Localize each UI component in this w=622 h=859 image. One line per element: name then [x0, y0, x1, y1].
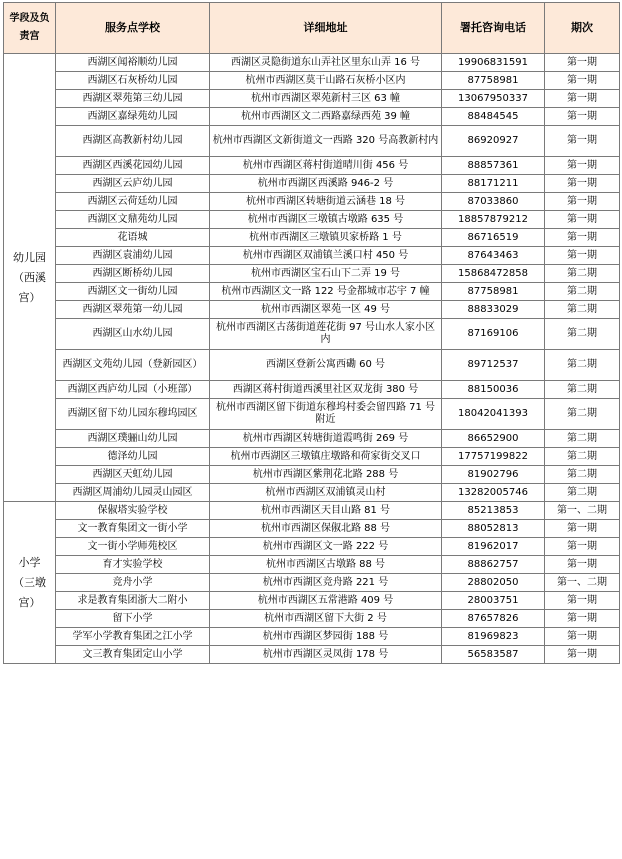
school-cell: 西湖区留下幼儿园东穆坞园区: [56, 399, 210, 430]
phone-cell: 18042041393: [442, 399, 545, 430]
table-row: [4, 90, 620, 108]
table-row: [4, 229, 620, 247]
period-cell: 第一期: [545, 193, 620, 211]
period-cell: 第一期: [545, 157, 620, 175]
table-row: [4, 350, 620, 381]
period-cell: 第二期: [545, 350, 620, 381]
period-cell: 第一期: [545, 54, 620, 72]
school-cell: 西湖区闻裕顺幼儿园: [56, 54, 210, 72]
school-cell: 保俶塔实验学校: [56, 502, 210, 520]
period-cell: 第二期: [545, 381, 620, 399]
period-cell: 第一期: [545, 247, 620, 265]
school-cell: 西湖区文鼎苑幼儿园: [56, 211, 210, 229]
address-cell: 杭州市西湖区文二西路嘉绿西苑 39 幢: [210, 108, 442, 126]
period-cell: 第一期: [545, 229, 620, 247]
school-cell: 西湖区西庐幼儿园（小班部）: [56, 381, 210, 399]
phone-cell: 88862757: [442, 556, 545, 574]
header-school: 服务点学校: [56, 3, 210, 54]
school-cell: 西湖区嘉绿苑幼儿园: [56, 108, 210, 126]
period-cell: 第一期: [545, 646, 620, 664]
address-cell: 杭州市西湖区古荡街道莲花街 97 号山水人家小区内: [210, 319, 442, 350]
phone-cell: 89712537: [442, 350, 545, 381]
phone-cell: 28003751: [442, 592, 545, 610]
address-cell: 西湖区蒋村街道西溪里社区双龙街 380 号: [210, 381, 442, 399]
table-row: [4, 319, 620, 350]
phone-cell: 88833029: [442, 301, 545, 319]
school-cell: 西湖区山水幼儿园: [56, 319, 210, 350]
period-cell: 第一期: [545, 592, 620, 610]
table-row: [4, 108, 620, 126]
school-cell: 西湖区云荷廷幼儿园: [56, 193, 210, 211]
phone-cell: 28802050: [442, 574, 545, 592]
period-cell: 第一期: [545, 175, 620, 193]
table-body: [4, 54, 620, 664]
table-row: [4, 646, 620, 664]
school-cell: 文三教育集团定山小学: [56, 646, 210, 664]
table-row: [4, 381, 620, 399]
table-header-row: [4, 3, 620, 54]
address-cell: 杭州市西湖区宝石山下二弄 19 号: [210, 265, 442, 283]
stage-group-label: 幼儿园（西溪宫）: [4, 54, 56, 502]
period-cell: 第二期: [545, 283, 620, 301]
address-cell: 杭州市西湖区留下大街 2 号: [210, 610, 442, 628]
phone-cell: 81969823: [442, 628, 545, 646]
period-cell: 第一期: [545, 126, 620, 157]
header-phone: 署托咨询电话: [442, 3, 545, 54]
address-cell: 杭州市西湖区竞舟路 221 号: [210, 574, 442, 592]
period-cell: 第一期: [545, 538, 620, 556]
phone-cell: 19906831591: [442, 54, 545, 72]
table-row: [4, 247, 620, 265]
school-cell: 西湖区断桥幼儿园: [56, 265, 210, 283]
school-cell: 花语城: [56, 229, 210, 247]
phone-cell: 88857361: [442, 157, 545, 175]
period-cell: 第二期: [545, 466, 620, 484]
school-cell: 文一教育集团文一街小学: [56, 520, 210, 538]
table-row: [4, 126, 620, 157]
phone-cell: 81962017: [442, 538, 545, 556]
school-cell: 西湖区西溪花园幼儿园: [56, 157, 210, 175]
table-row: [4, 54, 620, 72]
phone-cell: 87758981: [442, 283, 545, 301]
period-cell: 第二期: [545, 448, 620, 466]
table-row: [4, 175, 620, 193]
table-row: [4, 628, 620, 646]
period-cell: 第二期: [545, 301, 620, 319]
address-cell: 杭州市西湖区双浦镇兰溪口村 450 号: [210, 247, 442, 265]
phone-cell: 87657826: [442, 610, 545, 628]
period-cell: 第一期: [545, 211, 620, 229]
table-row: [4, 448, 620, 466]
school-cell: 求是教育集团浙大二附小: [56, 592, 210, 610]
phone-cell: 87643463: [442, 247, 545, 265]
period-cell: 第一期: [545, 628, 620, 646]
table-row: [4, 72, 620, 90]
period-cell: 第二期: [545, 484, 620, 502]
period-cell: 第一期: [545, 520, 620, 538]
period-cell: 第一期: [545, 108, 620, 126]
phone-cell: 87758981: [442, 72, 545, 90]
address-cell: 杭州市西湖区三墩镇贝家桥路 1 号: [210, 229, 442, 247]
address-cell: 杭州市西湖区转塘街道云涵巷 18 号: [210, 193, 442, 211]
phone-cell: 87169106: [442, 319, 545, 350]
table-row: [4, 574, 620, 592]
phone-cell: 88052813: [442, 520, 545, 538]
phone-cell: 13282005746: [442, 484, 545, 502]
table-row: [4, 466, 620, 484]
school-cell: 育才实验学校: [56, 556, 210, 574]
phone-cell: 88150036: [442, 381, 545, 399]
phone-cell: 81902796: [442, 466, 545, 484]
period-cell: 第二期: [545, 319, 620, 350]
school-cell: 竞舟小学: [56, 574, 210, 592]
address-cell: 杭州市西湖区紫荆花北路 288 号: [210, 466, 442, 484]
table-row: [4, 301, 620, 319]
period-cell: 第二期: [545, 265, 620, 283]
period-cell: 第一期: [545, 90, 620, 108]
table-row: [4, 157, 620, 175]
address-cell: 杭州市西湖区蒋村街道晴川街 456 号: [210, 157, 442, 175]
school-cell: 留下小学: [56, 610, 210, 628]
phone-cell: 17757199822: [442, 448, 545, 466]
header-period: 期次: [545, 3, 620, 54]
phone-cell: 15868472858: [442, 265, 545, 283]
table-row: [4, 430, 620, 448]
school-cell: 西湖区袁浦幼儿园: [56, 247, 210, 265]
table-row: [4, 610, 620, 628]
table-row: [4, 502, 620, 520]
header-address: 详细地址: [210, 3, 442, 54]
school-cell: 西湖区文苑幼儿园（登新园区）: [56, 350, 210, 381]
address-cell: 杭州市西湖区文一路 222 号: [210, 538, 442, 556]
address-cell: 杭州市西湖区三墩镇庄墩路和荷家街交叉口: [210, 448, 442, 466]
period-cell: 第二期: [545, 430, 620, 448]
table-row: [4, 556, 620, 574]
period-cell: 第一期: [545, 556, 620, 574]
period-cell: 第一、二期: [545, 502, 620, 520]
stage-group-label: 小学（三墩宫）: [4, 502, 56, 664]
period-cell: 第一期: [545, 72, 620, 90]
phone-cell: 86716519: [442, 229, 545, 247]
school-cell: 西湖区翠苑第三幼儿园: [56, 90, 210, 108]
address-cell: 杭州市西湖区转塘街道霞鸣街 269 号: [210, 430, 442, 448]
address-cell: 杭州市西湖区留下街道东穆坞村委会留四路 71 号附近: [210, 399, 442, 430]
address-cell: 杭州市西湖区文一路 122 号金都城市芯宇 7 幢: [210, 283, 442, 301]
phone-cell: 86652900: [442, 430, 545, 448]
phone-cell: 18857879212: [442, 211, 545, 229]
table-row: [4, 484, 620, 502]
school-cell: 西湖区文一街幼儿园: [56, 283, 210, 301]
school-cell: 德泽幼儿园: [56, 448, 210, 466]
address-cell: 杭州市西湖区古墩路 88 号: [210, 556, 442, 574]
address-cell: 杭州市西湖区双浦镇灵山村: [210, 484, 442, 502]
school-cell: 西湖区云庐幼儿园: [56, 175, 210, 193]
address-cell: 杭州市西湖区梦园街 188 号: [210, 628, 442, 646]
period-cell: 第一期: [545, 610, 620, 628]
school-cell: 西湖区天虹幼儿园: [56, 466, 210, 484]
address-cell: 杭州市西湖区五常港路 409 号: [210, 592, 442, 610]
school-cell: 西湖区高教新村幼儿园: [56, 126, 210, 157]
service-point-table: [3, 2, 620, 664]
phone-cell: 88484545: [442, 108, 545, 126]
phone-cell: 56583587: [442, 646, 545, 664]
table-row: [4, 538, 620, 556]
school-cell: 西湖区璞骊山幼儿园: [56, 430, 210, 448]
address-cell: 杭州市西湖区保俶北路 88 号: [210, 520, 442, 538]
address-cell: 杭州市西湖区天目山路 81 号: [210, 502, 442, 520]
school-cell: 西湖区翠苑第一幼儿园: [56, 301, 210, 319]
period-cell: 第二期: [545, 399, 620, 430]
address-cell: 杭州市西湖区莫干山路石灰桥小区内: [210, 72, 442, 90]
address-cell: 杭州市西湖区翠苑一区 49 号: [210, 301, 442, 319]
phone-cell: 88171211: [442, 175, 545, 193]
table-row: [4, 265, 620, 283]
address-cell: 杭州市西湖区文新街道文一西路 320 号高教新村内: [210, 126, 442, 157]
table-row: [4, 399, 620, 430]
phone-cell: 87033860: [442, 193, 545, 211]
table-row: [4, 520, 620, 538]
address-cell: 西湖区灵隐街道东山弄社区里东山弄 16 号: [210, 54, 442, 72]
period-cell: 第一、二期: [545, 574, 620, 592]
phone-cell: 85213853: [442, 502, 545, 520]
table-row: [4, 211, 620, 229]
address-cell: 杭州市西湖区西溪路 946-2 号: [210, 175, 442, 193]
school-cell: 学军小学教育集团之江小学: [56, 628, 210, 646]
table-row: [4, 592, 620, 610]
school-cell: 西湖区周浦幼儿园灵山园区: [56, 484, 210, 502]
table-row: [4, 283, 620, 301]
address-cell: 杭州市西湖区灵凤街 178 号: [210, 646, 442, 664]
phone-cell: 86920927: [442, 126, 545, 157]
address-cell: 西湖区登新公寓西磡 60 号: [210, 350, 442, 381]
phone-cell: 13067950337: [442, 90, 545, 108]
school-cell: 西湖区石灰桥幼儿园: [56, 72, 210, 90]
address-cell: 杭州市西湖区翠苑新村三区 63 幢: [210, 90, 442, 108]
table-row: [4, 193, 620, 211]
school-cell: 文一街小学师苑校区: [56, 538, 210, 556]
header-stage: 学段及负责宫: [4, 3, 56, 54]
address-cell: 杭州市西湖区三墩镇古墩路 635 号: [210, 211, 442, 229]
